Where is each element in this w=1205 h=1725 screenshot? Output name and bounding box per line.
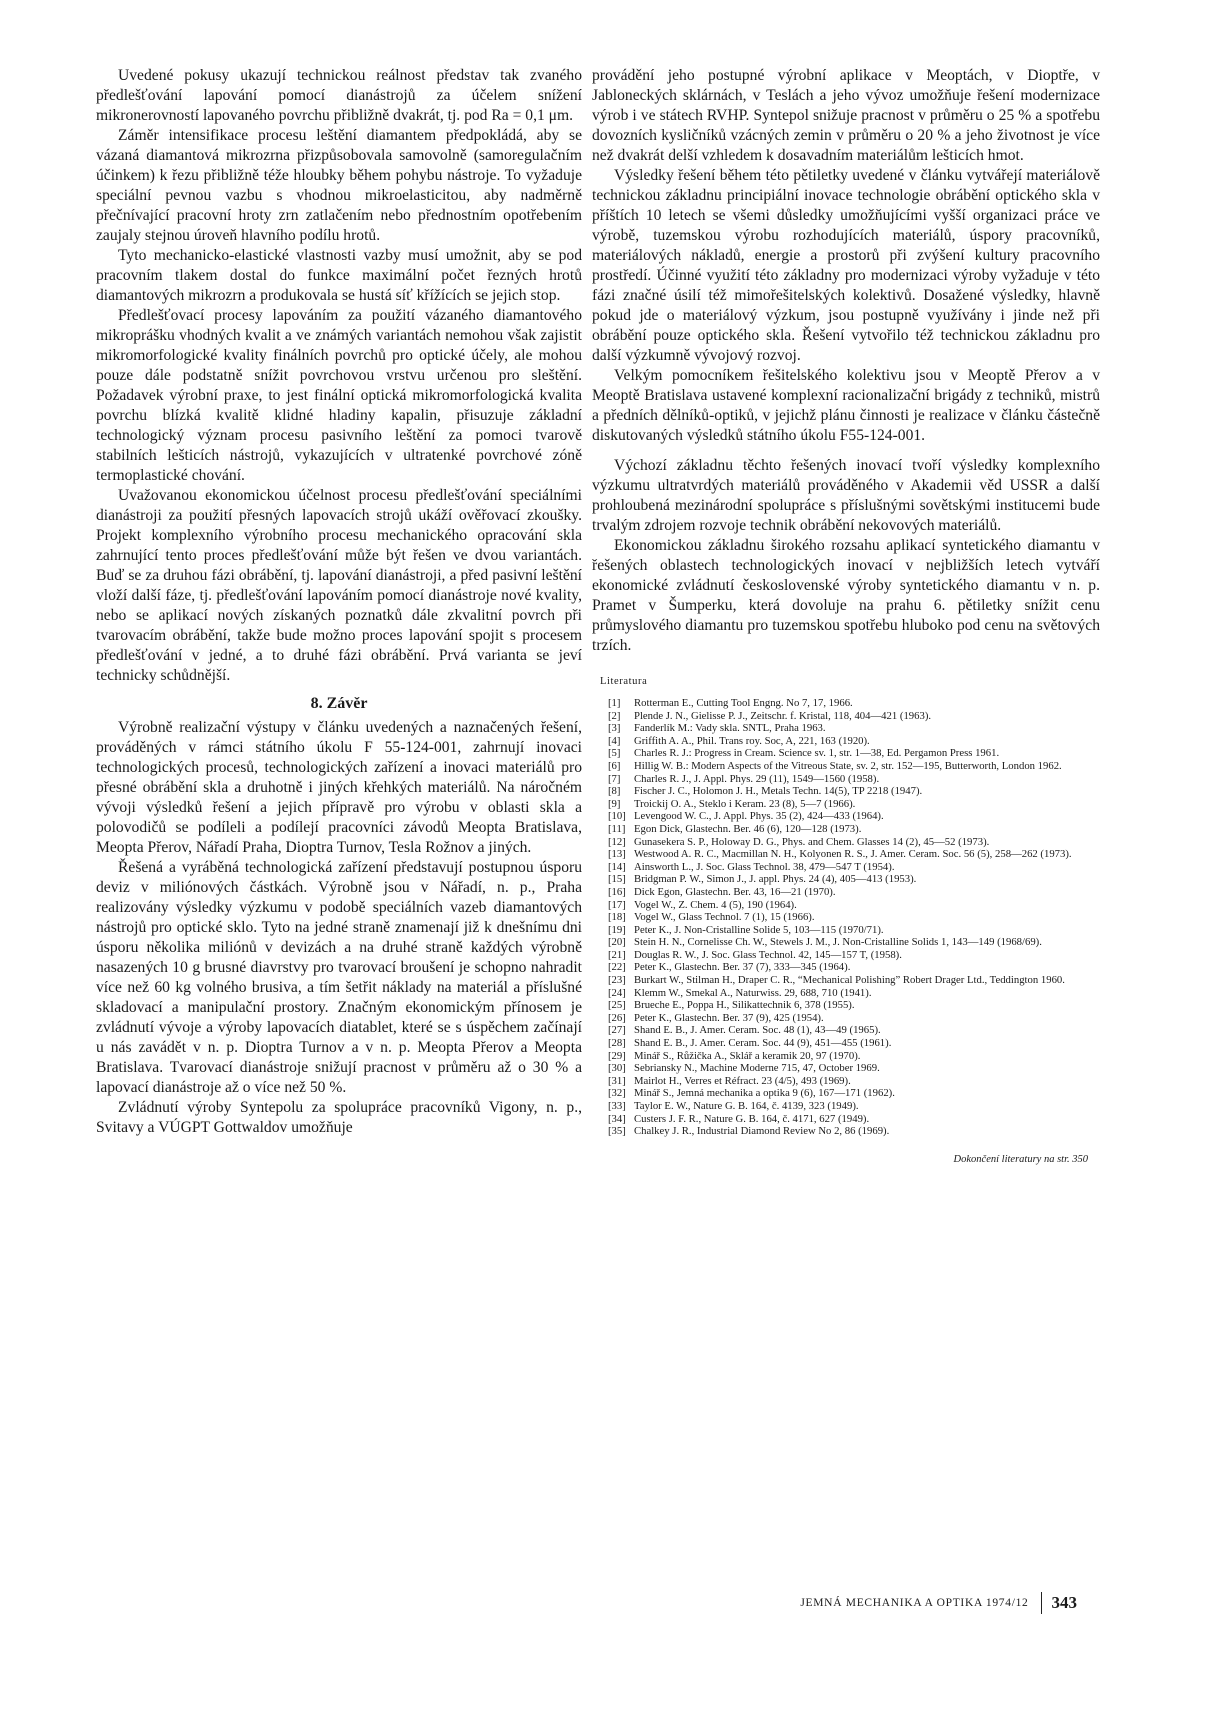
reference-number: [19]: [608, 923, 626, 936]
reference-text: Minář S., Jemná mechanika a optika 9 (6), 167—171 (1962).: [634, 1087, 895, 1100]
reference-text: Klemm W., Smekal A., Naturwiss. 29, 688, 710 (1941).: [634, 986, 872, 999]
reference-text: Vogel W., Glass Technol. 7 (1), 15 (1966).: [634, 911, 815, 924]
paragraph: Uvedené pokusy ukazují technickou reálnost představ tak zvaného předlešťování lapování pomocí dianástrojů za účelem snížení mikronerovností lapovaného povrchu přibližně dvakrát, tj. pod Ra = 0,1 μm.: [96, 67, 582, 124]
reference-number: [13]: [608, 848, 626, 861]
reference-text: Griffith A. A., Phil. Trans roy. Soc, A, 221, 163 (1920).: [634, 734, 870, 747]
reference-item: [608, 873, 1100, 886]
reference-item: [608, 999, 1100, 1012]
journal-name: JEMNÁ MECHANIKA A OPTIKA 1974/12: [800, 1597, 1029, 1609]
reference-text: Fischer J. C., Holomon J. H., Metals Techn. 14(5), TP 2218 (1947).: [634, 785, 923, 798]
reference-item: [608, 974, 1100, 987]
literature-continuation-note: Dokončení literatury na str. 350: [953, 1153, 1088, 1165]
reference-number: [29]: [608, 1049, 626, 1062]
reference-list: [608, 697, 1100, 1138]
reference-item: [608, 1113, 1100, 1126]
reference-item: [608, 987, 1100, 1000]
footer-divider: [1041, 1592, 1042, 1614]
reference-item: [608, 760, 1100, 773]
paragraph: Řešená a vyráběná technologická zařízení představují postupnou úsporu deviz v miliónových částkách. Výrobně jsou v Nářadí, n. p., Praha realizovány výsledky výzkumu v podobě speciálních vazeb diamantových nástrojů pro optické sklo. Tyto na jedné straně znamenají již k dnešnímu dni úsporu několika miliónů v devizách a na druhé straně každých výrobně nasazených 10 g brusné diavrstvy pro tvarovací broušení je schopno nahradit více než 60 kg volného brusiva, a tím šetřit náklady na materiál a příslušné skladovací a manipulační prostory. Značným ekonomickým přínosem je zvládnutí vývoje a výroby lapovacích diatablet, které se s úspěchem začínají u nás zavádět v n. p. Dioptra Turnov a v n. p. Meopta Přerov a Meopta Bratislava. Tvarovací dianástroje snižují pracnost v průměru až o 30 % a lapovací dianástroje až o více než 50 %.: [96, 859, 582, 1096]
reference-text: Fanderlík M.: Vady skla. SNTL, Praha 1963.: [634, 722, 826, 735]
reference-item: [608, 899, 1100, 912]
reference-item: [608, 1024, 1100, 1037]
reference-number: [30]: [608, 1062, 626, 1075]
reference-text: Chalkey J. R., Industrial Diamond Review No 2, 86 (1969).: [634, 1125, 890, 1138]
reference-number: [8]: [608, 785, 621, 798]
literature-heading: Literatura: [600, 676, 648, 687]
reference-text: Hillig W. B.: Modern Aspects of the Vitreous State, sv. 2, str. 152—195, Butterworth, London 1962.: [634, 759, 1062, 772]
paragraph: Předlešťovací procesy lapováním za použití vázaného diamantového mikroprášku vhodných kvalit a ve známých variantách nemohou však zajistit mikromorfologické kvality finálních povrchů pro optické účely, ale mohou pouze dále podstatně snížit povrchovou vrstvu určenou pro sleštění. Požadavek výrobní praxe, to jest finální optická mikromorfologická kvalita povrchu blízká kvalitě klidné hladiny kapalin, přisuzuje základní technologický význam procesu pasivního leštění za pomoci tvarově stabilních lešticích nástrojů, vykazujících v ultratenké povrchové zóně termoplastické chování.: [96, 307, 582, 484]
reference-text: Burkart W., Stilman H., Draper C. R., “Mechanical Polishing” Robert Drager Ltd., Teddington 1960.: [634, 974, 1065, 987]
reference-text: Plende J. N., Gielisse P. J., Zeitschr. f. Kristal, 118, 404—421 (1963).: [634, 709, 932, 722]
reference-text: Custers J. F. R., Nature G. B. 164, č. 4171, 627 (1949).: [634, 1112, 870, 1125]
reference-number: [10]: [608, 810, 626, 823]
reference-text: Westwood A. R. C., Macmillan N. H., Kolyonen R. S., J. Amer. Ceram. Soc. 56 (5), 258—262 (1973).: [634, 848, 1072, 861]
reference-item: [608, 1037, 1100, 1050]
reference-text: Charles R. J.: Progress in Cream. Science sv. 1, str. 1—38, Ed. Pergamon Press 1961.: [634, 747, 1000, 760]
right-column: [592, 66, 1100, 1165]
reference-number: [15]: [608, 873, 626, 886]
reference-text: Minář S., Růžička A., Sklář a keramik 20, 97 (1970).: [634, 1049, 861, 1062]
paragraph: Výrobně realizační výstupy v článku uvedených a naznačených řešení, prováděných v rámci státního úkolu F 55-124-001, zahrnují inovaci technologických procesů, technologických zařízení a inovaci materiálů pro přesné obrábění skla a druhotně i jiných křehkých materiálů. Na náročném vývoji výsledků řešení a jejich přípravě pro výrobu v oblasti skla a polovodičů se podíleli a podílejí pracovníci závodů Meopta Bratislava, Meopta Přerov, Nářadí Praha, Dioptra Turnov, Tesla Rožnov a jiných.: [96, 719, 582, 856]
reference-number: [4]: [608, 734, 621, 747]
reference-text: Douglas R. W., J. Soc. Glass Technol. 42, 145—157 T, (1958).: [634, 948, 902, 961]
reference-item: [608, 810, 1100, 823]
paragraph: Výchozí základnu těchto řešených inovací tvoří výsledky komplexního výzkumu ultratvrdých materiálů prováděného v Akademii věd USSR a další prohloubená mezinárodní spolupráce s příslušnými sovětskými institucemi bude trvalým zdrojem rozvoje technik obrábění nekovových materiálů.: [592, 457, 1100, 534]
reference-text: Dick Egon, Glastechn. Ber. 43, 16—21 (1970).: [634, 885, 836, 898]
paragraph: Tyto mechanicko-elastické vlastnosti vazby musí umožnit, aby se pod pracovním tlakem dostal do funkce maximální počet řezných hrotů diamantových mikrozrn a produkovala se hustá síť křížících se jejich stop.: [96, 247, 582, 304]
reference-number: [24]: [608, 986, 626, 999]
reference-text: Stein H. N., Cornelisse Ch. W., Stewels J. M., J. Non-Cristalline Solids 1, 143—149 (1968/69).: [634, 936, 1042, 949]
reference-item: [608, 735, 1100, 748]
reference-item: [608, 710, 1100, 723]
reference-item: [608, 697, 1100, 710]
page-number: 343: [1051, 1593, 1077, 1612]
reference-text: Shand E. B., J. Amer. Ceram. Soc. 44 (9), 451—455 (1961).: [634, 1037, 892, 1050]
reference-text: Shand E. B., J. Amer. Ceram. Soc. 48 (1), 43—49 (1965).: [634, 1024, 881, 1037]
reference-text: Ainsworth L., J. Soc. Glass Technol. 38, 479—547 T (1954).: [634, 860, 895, 873]
paragraph: provádění jeho postupné výrobní aplikace v Meoptách, v Dioptře, v Jabloneckých sklárnách, v Teslách a jeho vývoz umožňuje řešení modernizace výrob i ve státech RVHP. Syntepol snižuje pracnost v průměru o 25 % a spotřebu dovozních kysličníků vzácných zemin v průměru o 20 % a jeho životnost je více než dvakrát delší vzhledem k dosavadním materiálům lešticích hmot.: [592, 67, 1100, 164]
paragraph: Výsledky řešení během této pětiletky uvedené v článku vytvářejí materiálově technickou základnu principiální inovace technologie obrábění optického skla v příštích 10 letech se všemi důsledky umožňujícími vyšší organizaci práce ve výrobě, tuzemskou výrobu rozhodujících materiálů, úspory pracovníků, materiálových nákladů, energie a prostorů při zvýšení kultury pracovního prostředí. Účinné využití této základny pro modernizaci výroby vyžaduje v této fázi značné úsilí též mimořešitelských kolektivů. Dosažené výsledky, hlavně pokud jde o materiálový výzkum, jsou postupně využívány i jinde než při obrábění pouze optického skla. Řešení vytvořilo též technickou základnu pro další výzkumně vývojový rozvoj.: [592, 167, 1100, 364]
reference-item: [608, 1075, 1100, 1088]
reference-number: [16]: [608, 885, 626, 898]
reference-text: Levengood W. C., J. Appl. Phys. 35 (2), 424—433 (1964).: [634, 810, 884, 823]
reference-item: [608, 836, 1100, 849]
reference-text: Mairlot H., Verres et Réfract. 23 (4/5), 493 (1969).: [634, 1074, 851, 1087]
reference-item: [608, 1050, 1100, 1063]
reference-number: [28]: [608, 1037, 626, 1050]
reference-number: [21]: [608, 948, 626, 961]
paragraph: Uvažovanou ekonomickou účelnost procesu předlešťování speciálními dianástroji za použití přesných lapovacích strojů ukáží ověřovací zkoušky. Projekt komplexního výrobního procesu mechanického opracování skla zahrnující tento proces předlešťování může být řešen ve dvou variantách. Buď se za druhou fázi obrábění, tj. lapování dianástroji, a před pasivní leštění vloží další fáze, tj. předlešťování lapováním pomocí dianástroje nové kvality, nebo se aplikací nových získaných poznatků dále zkvalitní povrch při tvarovacím obrábění, takže bude možno proces lapování spojit s procesem předlešťování v jedné, a to druhé fázi obrábění. Prvá varianta se jeví technicky schůdnější.: [96, 487, 582, 684]
reference-text: Peter K., Glastechn. Ber. 37 (9), 425 (1954).: [634, 1011, 824, 1024]
reference-item: [608, 949, 1100, 962]
paragraph: Ekonomickou základnu širokého rozsahu aplikací syntetického diamantu v řešených oblastech technologických inovací v nejbližších letech vytváří ekonomické zvládnutí československé výroby syntetického diamantu v n. p. Pramet v Šumperku, která dovoluje na prahu 6. pětiletky snížit cenu průmyslového diamantu pro tuzemskou spotřebu hluboko pod cenu na světových trzích.: [592, 537, 1100, 654]
reference-number: [27]: [608, 1024, 626, 1037]
reference-number: [1]: [608, 697, 621, 709]
reference-number: [6]: [608, 759, 621, 772]
reference-number: [22]: [608, 961, 626, 974]
reference-item: [608, 747, 1100, 760]
reference-text: Troickij O. A., Steklo i Keram. 23 (8), 5—7 (1966).: [634, 797, 856, 810]
reference-number: [35]: [608, 1125, 626, 1138]
reference-number: [31]: [608, 1074, 626, 1087]
reference-number: [9]: [608, 797, 621, 810]
reference-text: Sebriansky N., Machine Moderne 715, 47, October 1969.: [634, 1062, 880, 1075]
reference-number: [18]: [608, 911, 626, 924]
reference-item: [608, 1100, 1100, 1113]
reference-number: [32]: [608, 1087, 626, 1100]
reference-number: [20]: [608, 936, 626, 949]
paragraph: Záměr intensifikace procesu leštění diamantem předpokládá, aby se vázaná diamantová mikrozrna přizpůsobovala samovolně (samoregulačním účinkem) k řezu přibližně téže hloubky během pohybu nástroje. To vyžaduje speciální pevnou vazbu s vhodnou mikroelasticitou, aby nadměrně přečnívající pracovní hroty zrn zatlačením nebo přednostním opotřebením zaujaly stejnou úroveň hlavního podílu hrotů.: [96, 127, 582, 244]
reference-text: Peter K., J. Non-Cristalline Solide 5, 103—115 (1970/71).: [634, 923, 884, 936]
reference-item: [608, 886, 1100, 899]
reference-number: [11]: [608, 822, 626, 835]
reference-number: [12]: [608, 835, 626, 848]
reference-number: [34]: [608, 1112, 626, 1125]
reference-item: [608, 1012, 1100, 1025]
reference-number: [23]: [608, 974, 626, 987]
reference-item: [608, 773, 1100, 786]
reference-text: Gunasekera S. P., Holoway D. G., Phys. and Chem. Glasses 14 (2), 45—52 (1973).: [634, 835, 990, 848]
reference-number: [14]: [608, 860, 626, 873]
reference-text: Egon Dick, Glastechn. Ber. 46 (6), 120—128 (1973).: [634, 822, 862, 835]
reference-item: [608, 722, 1100, 735]
reference-text: Charles R. J., J. Appl. Phys. 29 (11), 1549—1560 (1958).: [634, 772, 880, 785]
reference-item: [608, 1087, 1100, 1100]
reference-item: [608, 961, 1100, 974]
reference-number: [26]: [608, 1011, 626, 1024]
reference-item: [608, 1062, 1100, 1075]
reference-number: [7]: [608, 772, 621, 785]
paragraph: Velkým pomocníkem řešitelského kolektivu jsou v Meoptě Přerov a v Meoptě Bratislava ustavené komplexní racionalizační brigády z techniků, mistrů a předních dělníků-optiků, v jejichž plánu činnosti je realizace v článku částečně diskutovaných výsledků státního úkolu F55-124-001.: [592, 367, 1100, 444]
reference-number: [3]: [608, 722, 621, 735]
reference-number: [25]: [608, 999, 626, 1012]
reference-text: Brueche E., Poppa H., Silikattechnik 6, 378 (1955).: [634, 999, 855, 1012]
page-footer: [800, 1592, 1077, 1614]
reference-item: [608, 924, 1100, 937]
reference-item: [608, 823, 1100, 836]
reference-number: [5]: [608, 747, 621, 760]
reference-text: Vogel W., Z. Chem. 4 (5), 190 (1964).: [634, 898, 797, 911]
reference-number: [2]: [608, 709, 621, 722]
reference-item: [608, 911, 1100, 924]
reference-text: Taylor E. W., Nature G. B. 164, č. 4139, 323 (1949).: [634, 1100, 859, 1112]
reference-text: Peter K., Glastechn. Ber. 37 (7), 333—345 (1964).: [634, 961, 851, 974]
reference-text: Rotterman E., Cutting Tool Engng. No 7, 17, 1966.: [634, 697, 853, 709]
reference-item: [608, 848, 1100, 861]
reference-item: [608, 1125, 1100, 1138]
section-heading: 8. Závěr: [310, 695, 368, 712]
left-column: [96, 66, 582, 1138]
reference-number: [17]: [608, 898, 626, 911]
reference-number: [33]: [608, 1100, 626, 1112]
reference-text: Bridgman P. W., Simon J., J. appl. Phys. 24 (4), 405—413 (1953).: [634, 873, 917, 886]
paragraph: Zvládnutí výroby Syntepolu za spolupráce pracovníků Vigony, n. p., Svitavy a VÚGPT Gottwaldov umožňuje: [96, 1099, 582, 1136]
reference-item: [608, 936, 1100, 949]
reference-item: [608, 798, 1100, 811]
reference-item: [608, 785, 1100, 798]
reference-item: [608, 861, 1100, 874]
